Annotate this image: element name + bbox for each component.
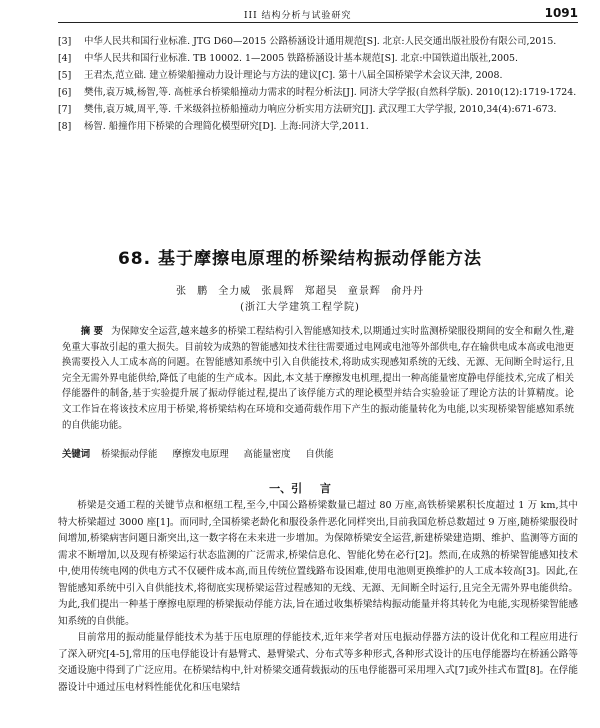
keyword: 自供能 (305, 449, 334, 460)
body-paragraph: 桥梁是交通工程的关键节点和枢纽工程,至今,中国公路桥梁数量已超过 80 万座,高铁桥梁累积长度超过 1 万 km,其中特大桥梁超过 3000 座[1]。而同时,全国桥梁老龄化和服役条件恶化同样突出,目前我国危桥总数超过 9 万座,随桥梁服役时间增加,桥梁病害问题日渐突出,这一数字将在未来进一步增加。为保障桥梁安全运营,新建桥梁建造期、维护、监测等方面的需求不断增加,以及现有桥梁运行状态监测的广泛需求,桥梁信息化、智能化势在必行[2]。然而,在成熟的桥梁智能感知技术中,使用传统电网的供电方式不仅硬件成本高,而且传统位置线路布设困难,使用电池则更换维护的人工成本较高[3]。因此,在智能感知系统中引入自供能技术,将彻底实现桥梁运营过程感知的无线、无源、无间断全时运行,且完全无需外界电能供给。为此,我们提出一种基于摩擦电原理的桥梁振动俘能方法,旨在通过收集桥梁结构振动能量并将其转化为电能,实现桥梁智能感知系统的自供能。 (58, 500, 578, 627)
keyword: 摩擦发电原理 (172, 449, 229, 460)
abstract (62, 324, 574, 433)
reference-item (58, 85, 578, 100)
reference-item (58, 119, 578, 134)
keywords (62, 446, 574, 460)
reference-item (58, 102, 578, 117)
header-section-title: III 结构分析与试验研究 (244, 11, 352, 21)
page-number: 1091 (544, 6, 578, 20)
abstract-text: 为保障安全运营,越来越多的桥梁工程结构引入智能感知技术,以期通过实时监测桥梁服役期间的安全和耐久性,避免重大事故引起的重大损失。目前较为成熟的智能感知技术往往需要通过电网或电池等外部供电,存在输供电成本高或电池更换需要投入人工成本高的问题。在智能感知系统中引入自供能技术,将助成实现感知系统的无线、无源、无间断全时运行,且完全无需外界电能供给,降低了电能的生产成本。因此,本文基于摩擦发电机理,提出一种高能量密度静电俘能技术,完成了相关俘能器件的制备,基于实验提升展了振动俘能过程,提出了该俘能方式的理论模型并结合实验验证了理论方法的计算精度。论文工作旨在将该技术应用于桥梁,将桥梁结构在环境和交通荷载作用下产生的振动能量转化为电能,以实现桥梁智能感知系统的自供能功能。 (62, 326, 575, 431)
reference-list (58, 34, 578, 136)
keywords-label: 关键词 (62, 449, 91, 460)
reference-number: [7] (58, 104, 72, 115)
reference-number: [4] (58, 53, 72, 64)
running-header (58, 6, 578, 23)
reference-text: 王君杰,范立础. 建立桥梁船撞动力设计理论与方法的建议[C]. 第十八届全国桥梁学术会议天津, 2008. (84, 70, 503, 81)
reference-number: [3] (58, 36, 72, 47)
reference-number: [6] (58, 87, 72, 98)
body-text (58, 498, 578, 696)
keyword: 桥梁振动俘能 (101, 449, 158, 460)
reference-number: [8] (58, 121, 72, 132)
reference-text: 樊伟,袁万城,周平,等. 千米级斜拉桥船撞动力响应分析实用方法研究[J]. 武汉理工大学学报, 2010,34(4):671-673. (84, 104, 557, 115)
reference-text: 杨智. 船撞作用下桥梁的合理简化模型研究[D]. 上海:同济大学,2011. (84, 121, 369, 132)
reference-item (58, 51, 578, 66)
body-paragraph: 目前常用的振动能量俘能技术为基于压电原理的俘能技术,近年来学者对压电振动俘器方法的设计优化和工程应用进行了深入研究[4-5],常用的压电俘能设计有悬臂式、悬臂梁式、分布式等多种形式,各种形式设计的压电俘能器均在桥涵公路等交通设施中得到了广泛应用。在桥梁结构中,针对桥梁交通荷载振动的压电俘能器可采用埋入式[7]或外挂式布置[8]。在俘能器设计中通过压电材料性能优化和压电梁结 (58, 632, 578, 693)
keyword: 高能量密度 (243, 449, 291, 460)
section-heading: 一、引 言 (269, 482, 331, 495)
affiliation: (浙江大学建筑工程学院) (240, 302, 360, 313)
reference-text: 中华人民共和国行业标准. JTG D60—2015 公路桥涵设计通用规范[S]. 北京:人民交通出版社股份有限公司,2015. (84, 36, 557, 47)
abstract-label: 摘 要 (80, 326, 104, 337)
reference-number: [5] (58, 70, 72, 81)
article-title: 68. 基于摩擦电原理的桥梁结构振动俘能方法 (117, 249, 483, 269)
reference-text: 樊伟,袁万城,杨智,等. 高桩承台桥梁船撞动力需求的时程分析法[J]. 同济大学学报(自然科学版). 2010(12):1719-1724. (84, 87, 577, 98)
reference-item (58, 68, 578, 83)
author-list: 张 鹏 全力威 张晨辉 郑超昊 童景辉 俞丹丹 (175, 286, 425, 297)
reference-text: 中华人民共和国行业标准. TB 10002. 1—2005 铁路桥涵设计基本规范[S]. 北京:中国铁道出版社,2005. (84, 53, 518, 64)
reference-item (58, 34, 578, 49)
